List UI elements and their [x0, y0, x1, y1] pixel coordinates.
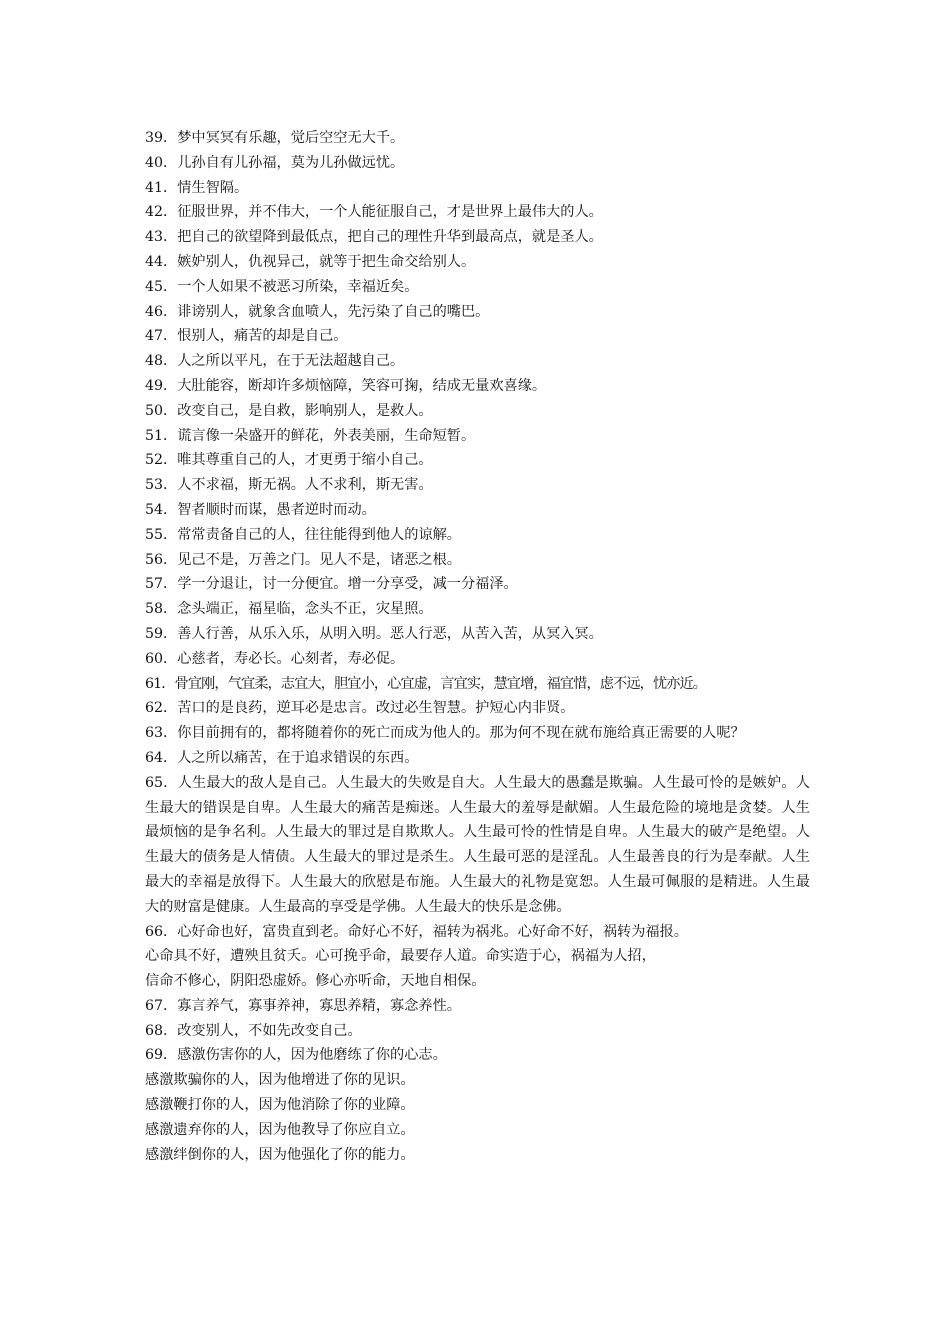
- quote-62: 62．苦口的是良药，逆耳必是忠言。改过必生智慧。护短心内非贤。: [145, 700, 575, 717]
- quote-52: 52．唯其尊重自己的人，才更勇于缩小自己。: [145, 452, 433, 469]
- quote-57: 57．学一分退让，讨一分便宜。增一分享受，减一分福泽。: [145, 576, 518, 593]
- quote-69-line-3: 感激鞭打你的人，因为他消除了你的业障。: [145, 1097, 415, 1114]
- quote-68: 68．改变别人，不如先改变自己。: [145, 1022, 362, 1039]
- quote-40: 40．儿孙自有儿孙福，莫为儿孙做远忧。: [145, 154, 405, 171]
- quote-list: [145, 126, 810, 1167]
- quote-54: 54．智者顺时而谋，愚者逆时而动。: [145, 501, 376, 518]
- quote-56: 56．见己不是，万善之门。见人不是，诸恶之根。: [145, 551, 461, 568]
- quote-46: 46．诽谤别人，就象含血喷人，先污染了自己的嘴巴。: [145, 303, 490, 320]
- quote-44: 44．嫉妒别人，仇视异己，就等于把生命交给别人。: [145, 253, 476, 270]
- quote-69-line-4: 感激遗弃你的人，因为他教导了你应自立。: [145, 1121, 415, 1138]
- quote-66: 66．心好命也好，富贵直到老。命好心不好，福转为祸兆。心好命不好，祸转为福报。: [145, 923, 688, 940]
- quote-66-line-2: 心命具不好，遭殃且贫夭。心可挽乎命，最要存人道。命实造于心，祸福为人招，: [145, 948, 656, 965]
- quote-42: 42．征服世界，并不伟大，一个人能征服自己，才是世界上最伟大的人。: [145, 204, 603, 221]
- quote-59: 59．善人行善，从乐入乐，从明入明。恶人行恶，从苦入苦，从冥入冥。: [145, 625, 603, 642]
- quote-45: 45．一个人如果不被恶习所染，幸福近矣。: [145, 278, 419, 295]
- quote-43: 43．把自己的欲望降到最低点，把自己的理性升华到最高点，就是圣人。: [145, 229, 603, 246]
- quote-47: 47．恨别人，痛苦的却是自己。: [145, 328, 348, 345]
- quote-50: 50．改变自己，是自救，影响别人，是救人。: [145, 402, 433, 419]
- quote-61: 61．骨宜刚，气宜柔，志宜大，胆宜小，心宜虚，言宜实，慧宜增，福宜惜，虑不远，忧亦近。: [145, 675, 707, 692]
- quote-58: 58．念头端正，福星临，念头不正，灾星照。: [145, 601, 433, 618]
- quote-51: 51．谎言像一朵盛开的鲜花，外表美丽，生命短暂。: [145, 427, 476, 444]
- quote-53: 53．人不求福，斯无祸。人不求利，斯无害。: [145, 477, 433, 494]
- quote-65: 65．人生最大的敌人是自己。人生最大的失败是自大。人生最大的愚蠢是欺骗。人生最可怜的是嫉妒。人生最大的错误是自卑。人生最大的痛苦是痴迷。人生最大的羞辱是献媚。人生最危险的境地是贪婪。人生最烦恼的是争名利。人生最大的罪过是自欺欺人。人生最可怜的性情是自卑。人生最大的破产是绝望。人生最大的债务是人情债。人生最大的罪过是杀生。人生最可恶的是淫乱。人生最善良的行为是奉献。人生最大的幸福是放得下。人生最大的欣慰是布施。人生最大的礼物是宽恕。人生最可佩服的是精进。人生最大的财富是健康。人生最高的享受是学佛。人生最大的快乐是念佛。: [145, 774, 810, 915]
- quote-67: 67．寡言养气，寡事养神，寡思养精，寡念养性。: [145, 997, 461, 1014]
- quote-49: 49．大肚能容，断却许多烦恼障，笑容可掬，结成无量欢喜缘。: [145, 377, 547, 394]
- quote-39: 39．梦中冥冥有乐趣，觉后空空无大千。: [145, 130, 405, 146]
- quote-55: 55．常常责备自己的人，往往能得到他人的谅解。: [145, 526, 461, 543]
- quote-48: 48．人之所以平凡，在于无法超越自己。: [145, 353, 405, 370]
- quote-69: 69．感激伤害你的人，因为他磨练了你的心志。: [145, 1047, 447, 1064]
- quote-60: 60．心慈者，寿必长。心刻者，寿必促。: [145, 650, 405, 667]
- quote-69-line-5: 感激绊倒你的人，因为他强化了你的能力。: [145, 1146, 415, 1163]
- quote-66-line-3: 信命不修心，阴阳恐虚娇。修心亦听命，天地自相保。: [145, 973, 486, 990]
- quote-64: 64．人之所以痛苦，在于追求错误的东西。: [145, 749, 419, 766]
- quote-69-line-2: 感激欺骗你的人，因为他增进了你的见识。: [145, 1072, 415, 1089]
- quote-63: 63．你目前拥有的，都将随着你的死亡而成为他人的。那为何不现在就布施给真正需要的人呢？: [145, 725, 745, 742]
- quote-41: 41．情生智隔。: [145, 179, 249, 196]
